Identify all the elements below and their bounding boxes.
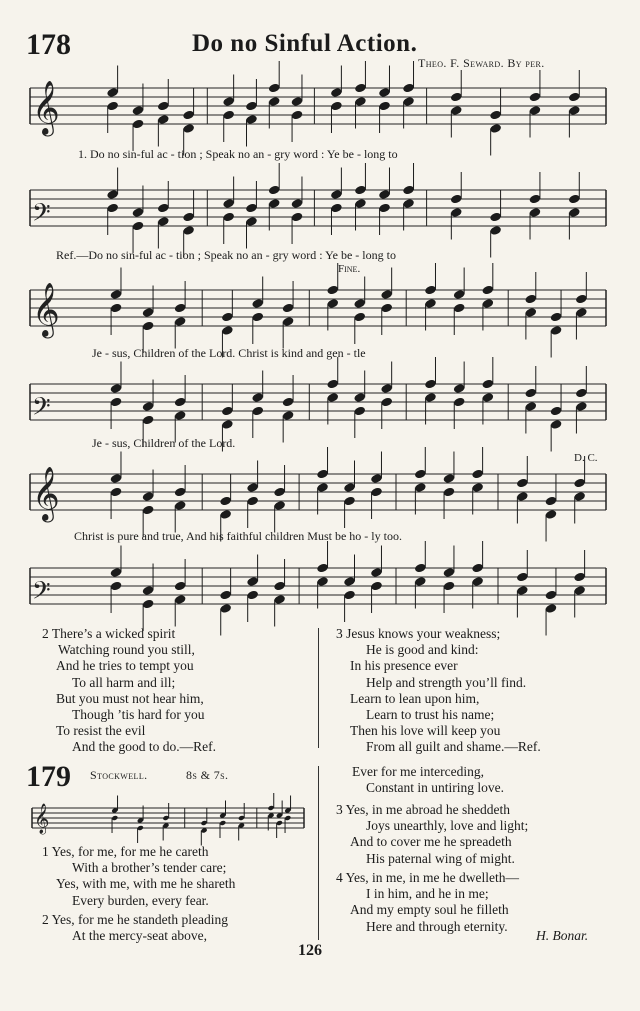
treble-staff-1: [30, 80, 610, 140]
svg-text:𝄞: 𝄞: [32, 467, 60, 521]
treble-staff-179: [32, 800, 308, 834]
verse-179-4: 4 Yes, in me, in me he dwelleth— I in him, and he in me; And my empty soul he filleth Here and through eternity.: [336, 870, 519, 934]
svg-text:𝄢: 𝄢: [32, 198, 51, 232]
dc-marking: D. C.: [574, 452, 598, 464]
lyric-line-refrain: Ref.—Do no sin-ful ac - tion ; Speak no an - gry word : Ye be - long to: [56, 248, 396, 262]
meter: 8s & 7s.: [186, 768, 229, 782]
hymn-number: 178: [26, 28, 71, 61]
bass-staff-3: [30, 560, 610, 620]
verse-179-1: 1 Yes, for me, for me he careth With a brother’s tender care; Yes, with me, with me he shareth Every burden, every fear.: [42, 844, 236, 908]
verse-179-2: 2 Yes, for me he standeth pleading At the mercy-seat above,: [42, 912, 228, 944]
treble-staff-3: [30, 466, 610, 526]
verse-3: 3 Jesus knows your weakness; He is good and kind: In his presence ever Help and strength you’ll find. Learn to lean upon him, Learn to trust his name; Then his love will keep you From all guilt and shame.—Ref.: [336, 626, 541, 755]
verse-179-3: 3 Yes, in me abroad he sheddeth Joys unearthly, love and light; And to cover me he spreadeth His paternal wing of might.: [336, 802, 529, 866]
column-divider: [318, 628, 319, 748]
svg-text:𝄞: 𝄞: [32, 81, 60, 135]
page-number: 126: [298, 942, 322, 959]
bass-staff-2: [30, 376, 610, 436]
bass-staff-1: [30, 182, 610, 252]
svg-text:𝄞: 𝄞: [32, 283, 60, 337]
svg-text:𝄞: 𝄞: [34, 804, 50, 834]
svg-text:𝄢: 𝄢: [32, 392, 51, 426]
author-credit: H. Bonar.: [536, 928, 589, 943]
tune-name: Stockwell.: [90, 768, 148, 782]
lyric-line-1: 1. Do no sin-ful ac - tion ; Speak no an - gry word : Ye be - long to: [78, 147, 398, 161]
fine-marking: Fine.: [338, 263, 361, 275]
verse-179-2-cont: Ever for me interceding, Constant in untiring love.: [352, 764, 504, 796]
verse-2: 2 There’s a wicked spirit Watching round you still, And he tries to tempt you To all harm and ill; But you must not hear him, Though ’tis hard for you To resist the evil And the good to do.—Ref.: [42, 626, 216, 755]
hymn-number-179: 179: [26, 760, 71, 793]
composer-credit: Theo. F. Seward. By per.: [418, 56, 545, 70]
treble-staff-2: [30, 282, 610, 342]
lyric-line-2-bass: Je - sus, Children of the Lord.: [92, 436, 236, 450]
hymn-title: Do no Sinful Action.: [192, 30, 418, 57]
lyric-line-3: Christ is pure and true, And his faithful children Must be ho - ly too.: [74, 529, 402, 543]
column-divider-179: [318, 766, 319, 940]
svg-text:𝄢: 𝄢: [32, 576, 51, 610]
lyric-line-2: Je - sus, Children of the Lord. Christ is kind and gen - tle: [92, 346, 366, 360]
